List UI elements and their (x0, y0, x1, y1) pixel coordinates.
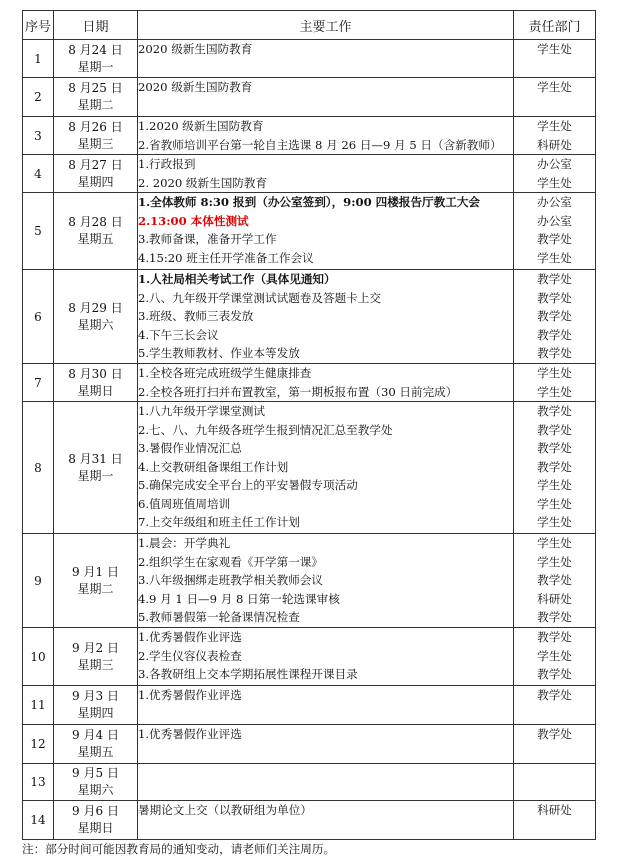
dept-item: 学生处 (537, 80, 572, 94)
weekday-text: 星期日 (77, 383, 114, 398)
date-text: 9 月6 日 (72, 804, 119, 818)
row-work (138, 117, 514, 155)
row-number: 5 (23, 193, 54, 270)
work-item: 2.七、八、九年级各班学生报到情况汇总至教学处 (138, 422, 393, 437)
row-dept (514, 402, 596, 534)
dept-item: 教学处 (537, 459, 572, 474)
row-dept (514, 628, 596, 686)
row-number: 7 (23, 364, 54, 402)
row-date (54, 40, 138, 78)
work-item: 4.上交教研组备课组工作计划 (138, 459, 289, 474)
schedule-table (22, 10, 596, 840)
work-item: 3.教师备课，准备开学工作 (138, 232, 277, 246)
row-date (54, 725, 138, 764)
footnote: 注：部分时间可能因教育局的通知变动，请老师们关注周历。 (22, 842, 336, 856)
dept-item: 办公室 (537, 157, 572, 171)
schedule-body (23, 40, 596, 840)
table-row (23, 801, 596, 840)
header-no: 序号 (23, 11, 54, 40)
header-work: 主要工作 (138, 11, 514, 40)
work-item: 2020 级新生国防教育 (138, 80, 253, 94)
dept-item: 教学处 (537, 309, 572, 323)
table-row (23, 270, 596, 364)
row-dept (514, 364, 596, 402)
work-item: 暑期论文上交（以教研组为单位） (138, 803, 312, 817)
dept-item: 教学处 (537, 610, 572, 624)
work-item: 7.上交年级组和班主任工作计划 (138, 515, 300, 529)
row-number: 12 (23, 725, 54, 764)
row-dept (514, 725, 596, 764)
table-row (23, 686, 596, 725)
dept-item: 学生处 (537, 119, 572, 133)
work-item: 4.下午三长会议 (138, 327, 219, 342)
weekday-text: 星期五 (77, 232, 114, 246)
work-item: 1.人社局相关考试工作（具体见通知） (138, 272, 336, 286)
work-item: 4.15:20 班主任开学准备工作会议 (138, 250, 314, 265)
dept-item: 教学处 (537, 727, 572, 741)
weekday-text: 星期四 (77, 174, 114, 189)
work-item: 3.八年级捆绑走班教学相关教师会议 (138, 573, 323, 587)
dept-item: 学生处 (537, 648, 572, 663)
weekday-text: 星期一 (77, 468, 114, 483)
dept-item: 学生处 (537, 536, 572, 550)
row-work (138, 686, 514, 725)
work-item: 5.学生教师教材、作业本等发放 (138, 346, 300, 360)
dept-item: 学生处 (537, 515, 572, 529)
row-number: 3 (23, 117, 54, 155)
row-work (138, 402, 514, 534)
date-text: 8 月25 日 (68, 81, 123, 95)
row-date (54, 193, 138, 270)
row-date (54, 155, 138, 193)
header-date: 日期 (54, 11, 138, 40)
table-row (23, 364, 596, 402)
weekday-text: 星期日 (77, 821, 114, 835)
row-number: 10 (23, 628, 54, 686)
row-date (54, 270, 138, 364)
weekday-text: 星期六 (77, 783, 114, 797)
table-row (23, 78, 596, 117)
row-dept (514, 193, 596, 270)
table-row (23, 402, 596, 534)
dept-item: 学生处 (537, 384, 572, 399)
date-text: 8 月28 日 (68, 215, 123, 229)
date-text: 8 月27 日 (68, 157, 123, 172)
row-date (54, 801, 138, 840)
date-text: 9 月1 日 (72, 564, 119, 579)
row-dept (514, 155, 596, 193)
dept-item: 学生处 (537, 250, 572, 265)
row-date (54, 402, 138, 534)
work-item: 2.13:00 本体性测试 (138, 213, 249, 228)
table-row (23, 725, 596, 764)
work-item: 2020 级新生国防教育 (138, 42, 253, 56)
dept-item: 办公室 (537, 195, 572, 209)
dept-item: 教学处 (537, 232, 572, 246)
dept-item: 学生处 (537, 554, 572, 569)
row-date (54, 764, 138, 801)
row-work (138, 78, 514, 117)
weekday-text: 星期三 (77, 657, 114, 672)
dept-item: 教学处 (537, 346, 572, 360)
row-date (54, 686, 138, 725)
row-dept (514, 764, 596, 801)
row-date (54, 78, 138, 117)
dept-item: 教学处 (537, 630, 572, 644)
dept-item: 科研处 (537, 803, 572, 817)
work-item: 2.八、九年级开学课堂测试试题卷及答题卡上交 (138, 290, 381, 305)
dept-item: 教学处 (537, 327, 572, 342)
header-dept: 责任部门 (514, 11, 596, 40)
table-row (23, 193, 596, 270)
row-dept (514, 270, 596, 364)
table-row (23, 628, 596, 686)
dept-item: 教学处 (537, 441, 572, 455)
work-item: 1.全体教师 8:30 报到（办公室签到），9:00 四楼报告厅教工大会 (138, 195, 481, 209)
row-work (138, 801, 514, 840)
dept-item: 教学处 (537, 573, 572, 587)
work-item: 1.优秀暑假作业评选 (138, 727, 242, 741)
row-number: 2 (23, 78, 54, 117)
work-item: 3.暑假作业情况汇总 (138, 441, 242, 455)
weekday-text: 星期四 (77, 706, 114, 720)
date-text: 8 月31 日 (68, 451, 123, 466)
work-item: 1.优秀暑假作业评选 (138, 630, 242, 644)
weekday-text: 星期五 (77, 745, 114, 759)
weekday-text: 星期三 (77, 136, 114, 151)
work-item: 1.行政报到 (138, 157, 196, 171)
dept-item: 教学处 (537, 290, 572, 305)
date-text: 8 月26 日 (68, 119, 123, 134)
table-row (23, 534, 596, 628)
weekday-text: 星期二 (77, 98, 114, 112)
table-row (23, 764, 596, 801)
row-dept (514, 534, 596, 628)
work-item: 2.组织学生在家观看《开学第一课》 (138, 554, 323, 569)
dept-item: 科研处 (537, 591, 572, 606)
weekday-text: 星期一 (77, 59, 114, 74)
dept-item: 教学处 (537, 404, 572, 418)
row-number: 9 (23, 534, 54, 628)
row-number: 11 (23, 686, 54, 725)
work-item: 6.值周班值周培训 (138, 496, 231, 511)
row-work (138, 193, 514, 270)
work-item: 5.确保完成安全平台上的平安暑假专项活动 (138, 478, 358, 492)
dept-item: 教学处 (537, 688, 572, 702)
work-item: 3.班级、教师三表发放 (138, 309, 254, 323)
row-dept (514, 78, 596, 117)
date-text: 8 月29 日 (68, 300, 123, 315)
work-item: 3.各教研组上交本学期拓展性课程开课目录 (138, 667, 358, 681)
work-item: 5.教师暑假第一轮备课情况检查 (138, 610, 300, 624)
row-work (138, 270, 514, 364)
weekday-text: 星期六 (77, 317, 114, 332)
table-row (23, 155, 596, 193)
dept-item: 科研处 (537, 137, 572, 152)
row-work (138, 725, 514, 764)
row-dept (514, 686, 596, 725)
dept-item: 学生处 (537, 175, 572, 190)
row-number: 8 (23, 402, 54, 534)
row-date (54, 117, 138, 155)
row-date (54, 364, 138, 402)
work-item: 4.9 月 1 日—9 月 8 日第一轮选课审核 (138, 591, 340, 606)
row-date (54, 534, 138, 628)
date-text: 8 月30 日 (68, 366, 123, 381)
table-row (23, 40, 596, 78)
row-number: 14 (23, 801, 54, 840)
date-text: 9 月3 日 (72, 689, 119, 703)
dept-item: 教学处 (537, 272, 572, 286)
row-work (138, 364, 514, 402)
work-item: 1.全校各班完成班级学生健康排查 (138, 366, 312, 380)
row-work (138, 155, 514, 193)
row-dept (514, 40, 596, 78)
work-item: 2.全校各班打扫并布置教室，第一期板报布置（30 日前完成） (138, 384, 458, 399)
date-text: 8 月24 日 (68, 42, 123, 57)
work-item: 1.八九年级开学课堂测试 (138, 404, 265, 418)
date-text: 9 月5 日 (72, 766, 119, 780)
work-item: 2.学生仪容仪表检查 (138, 648, 242, 663)
row-work (138, 764, 514, 801)
row-number: 1 (23, 40, 54, 78)
row-number: 4 (23, 155, 54, 193)
row-number: 13 (23, 764, 54, 801)
row-number: 6 (23, 270, 54, 364)
dept-item: 学生处 (537, 42, 572, 56)
table-row (23, 117, 596, 155)
row-dept (514, 117, 596, 155)
row-work (138, 628, 514, 686)
dept-item: 办公室 (537, 213, 572, 228)
work-item: 2. 2020 级新生国防教育 (138, 175, 268, 190)
dept-item: 学生处 (537, 496, 572, 511)
row-work (138, 534, 514, 628)
work-item: 2.省教师培训平台第一轮自主选课 8 月 26 日—9 月 5 日（含新教师） (138, 137, 502, 152)
row-date (54, 628, 138, 686)
dept-item: 教学处 (537, 667, 572, 681)
dept-item: 教学处 (537, 422, 572, 437)
row-work (138, 40, 514, 78)
date-text: 9 月2 日 (72, 640, 119, 655)
work-item: 1.优秀暑假作业评选 (138, 688, 242, 702)
dept-item: 学生处 (537, 366, 572, 380)
date-text: 9 月4 日 (72, 728, 119, 742)
dept-item: 学生处 (537, 478, 572, 492)
header-row (23, 11, 596, 40)
row-dept (514, 801, 596, 840)
work-item: 1.2020 级新生国防教育 (138, 119, 264, 133)
work-item: 1.晨会：开学典礼 (138, 536, 231, 550)
weekday-text: 星期二 (77, 581, 114, 596)
